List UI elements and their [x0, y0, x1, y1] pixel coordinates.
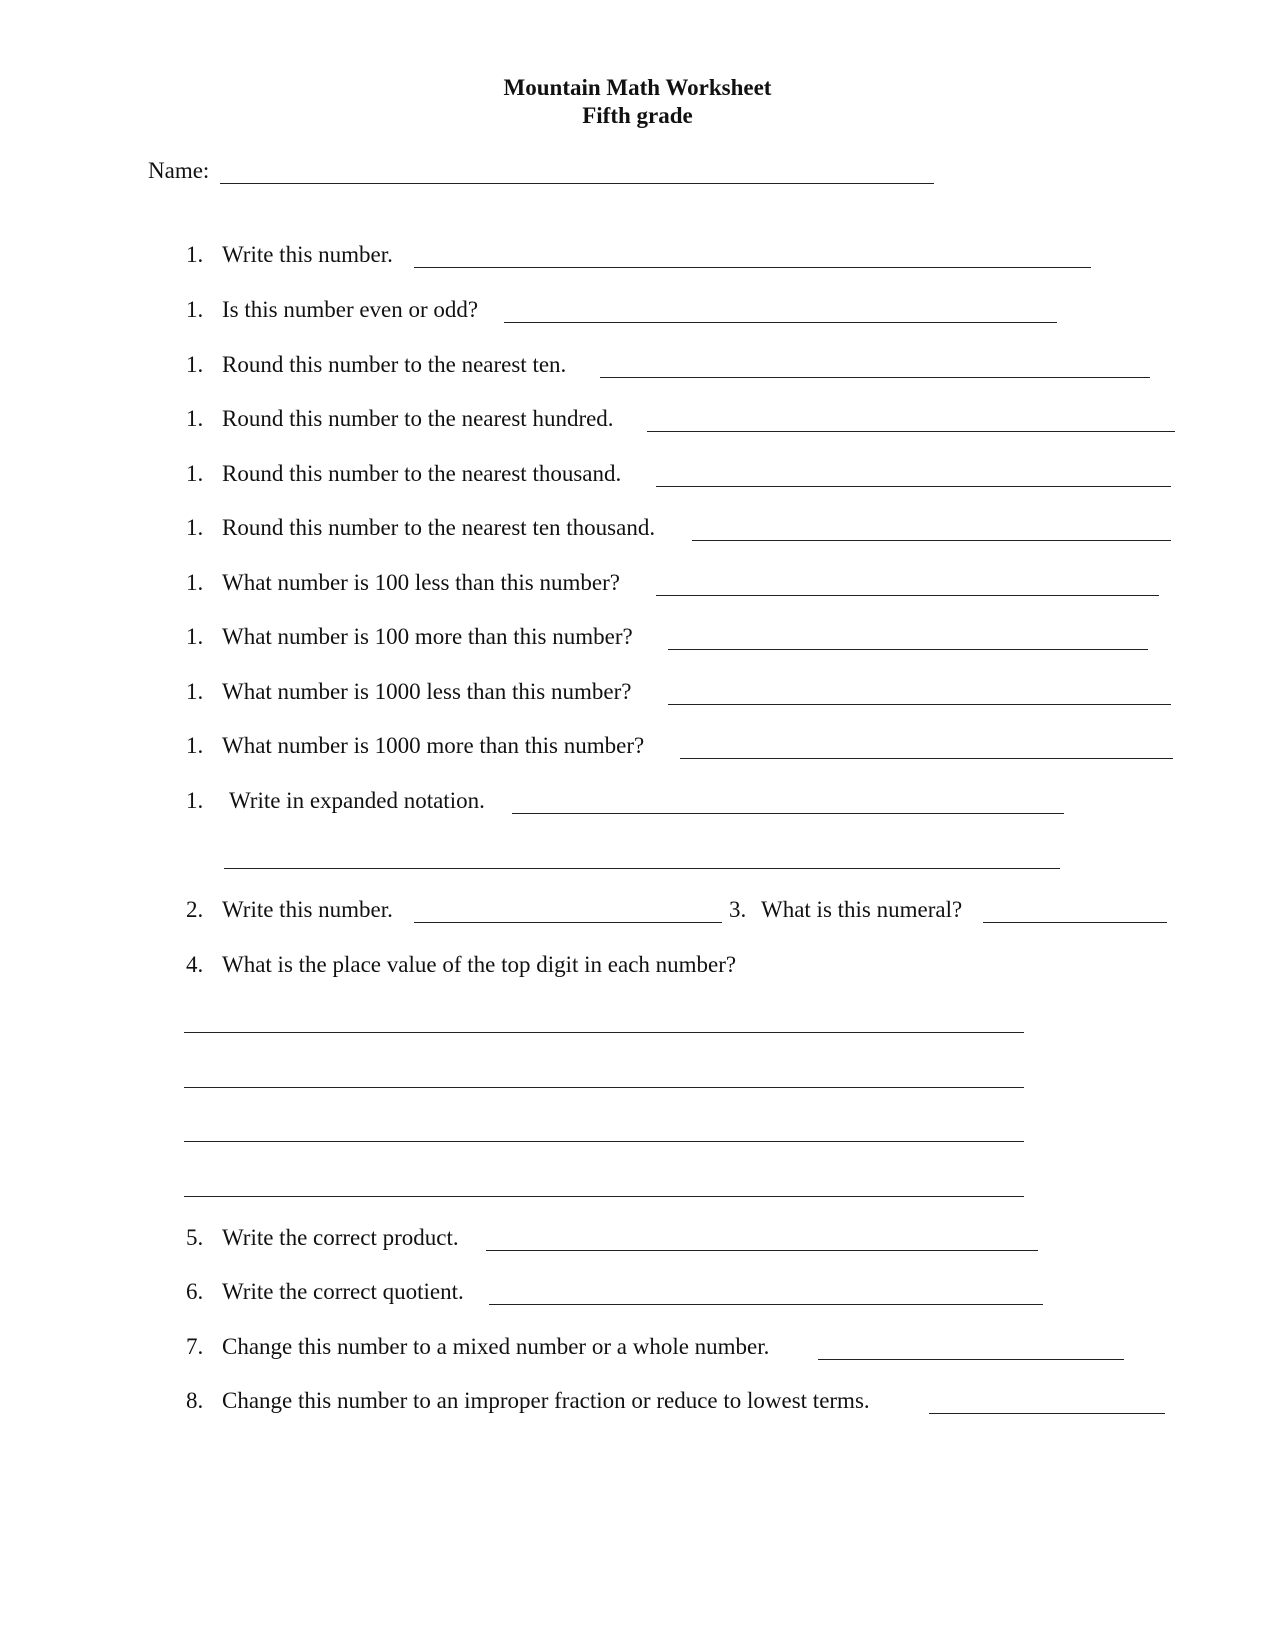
- question-text: Write the correct product.: [222, 1225, 459, 1250]
- answer-blank[interactable]: [668, 649, 1148, 650]
- question-text: Change this number to an improper fraction or reduce to lowest terms.: [222, 1388, 870, 1413]
- question-text: Is this number even or odd?: [222, 297, 479, 322]
- question-number: 1.: [186, 242, 204, 267]
- question-number: 1.: [186, 624, 204, 649]
- question-number: 1.: [186, 406, 204, 431]
- answer-blank[interactable]: [486, 1250, 1038, 1251]
- question-text: What number is 1000 less than this number?: [222, 679, 632, 704]
- answer-blank[interactable]: [504, 322, 1057, 323]
- answer-blank[interactable]: [692, 540, 1171, 541]
- answer-blank[interactable]: [184, 1087, 1024, 1088]
- question-text: Round this number to the nearest hundred.: [222, 406, 614, 431]
- question-number: 4.: [186, 952, 204, 977]
- worksheet-subtitle: Fifth grade: [582, 103, 693, 128]
- question-number: 8.: [186, 1388, 204, 1413]
- question-number: 1.: [186, 679, 204, 704]
- question-number: 1.: [186, 352, 204, 377]
- question-number: 1.: [186, 733, 204, 758]
- question-text: Write this number.: [222, 242, 393, 267]
- question-text: Round this number to the nearest ten thousand.: [222, 515, 656, 540]
- answer-blank[interactable]: [184, 1196, 1024, 1197]
- question-text: Write the correct quotient.: [222, 1279, 464, 1304]
- answer-blank[interactable]: [929, 1413, 1165, 1414]
- answer-blank[interactable]: [414, 267, 1091, 268]
- question-number: 6.: [186, 1279, 204, 1304]
- answer-blank[interactable]: [512, 813, 1064, 814]
- answer-blank[interactable]: [983, 922, 1167, 923]
- question-text: Round this number to the nearest ten.: [222, 352, 567, 377]
- question-text: What number is 100 less than this number?: [222, 570, 620, 595]
- question-text: What is the place value of the top digit in each number?: [222, 952, 737, 977]
- question-number: 2.: [186, 897, 204, 922]
- answer-blank[interactable]: [600, 377, 1150, 378]
- question-text: Write in expanded notation.: [229, 788, 485, 813]
- question-text: What is this numeral?: [761, 897, 963, 922]
- answer-blank[interactable]: [818, 1359, 1124, 1360]
- question-text: What number is 100 more than this number?: [222, 624, 633, 649]
- answer-blank[interactable]: [656, 595, 1159, 596]
- answer-blank[interactable]: [668, 704, 1171, 705]
- answer-blank[interactable]: [184, 1032, 1024, 1033]
- answer-blank[interactable]: [647, 431, 1175, 432]
- answer-blank[interactable]: [680, 758, 1173, 759]
- question-number: 1.: [186, 297, 204, 322]
- question-number: 5.: [186, 1225, 204, 1250]
- question-number: 1.: [186, 515, 204, 540]
- question-number: 3.: [729, 897, 747, 922]
- answer-blank[interactable]: [184, 1141, 1024, 1142]
- question-number: 1.: [186, 570, 204, 595]
- question-text: Change this number to a mixed number or a whole number.: [222, 1334, 770, 1359]
- answer-blank[interactable]: [489, 1304, 1043, 1305]
- question-number: 1.: [186, 788, 204, 813]
- name-label: Name:: [148, 158, 210, 183]
- question-text: What number is 1000 more than this number?: [222, 733, 645, 758]
- worksheet-title: Mountain Math Worksheet: [503, 75, 772, 100]
- answer-blank[interactable]: [656, 486, 1171, 487]
- answer-blank-continued[interactable]: [224, 868, 1060, 869]
- answer-blank[interactable]: [414, 922, 722, 923]
- question-number: 7.: [186, 1334, 204, 1359]
- name-answer-blank[interactable]: [220, 183, 934, 184]
- question-text: Write this number.: [222, 897, 393, 922]
- question-number: 1.: [186, 461, 204, 486]
- question-text: Round this number to the nearest thousand.: [222, 461, 622, 486]
